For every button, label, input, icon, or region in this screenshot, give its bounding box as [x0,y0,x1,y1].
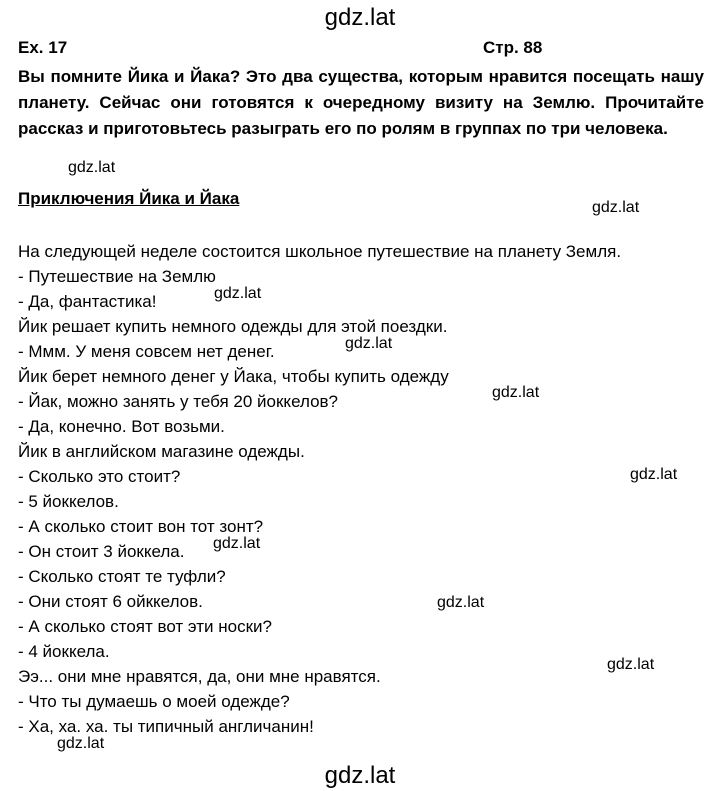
watermark: gdz.lat [592,199,640,216]
story-line: - Ха, ха. ха. ты типичный англичанин! [18,717,314,736]
watermark: gdz.lat [437,594,485,611]
story-line: - А сколько стоит вон тот зонт? [18,517,264,536]
story-line: - Да, конечно. Вот возьми. [18,417,225,436]
page-number: Стр. 88 [483,38,543,57]
story-line: - А сколько стоят вот эти носки? [18,617,272,636]
story-line: - Сколько стоят те туфли? [18,567,226,586]
story-text [18,239,708,739]
story-line: - Он стоит 3 йоккела. [18,542,185,561]
story-line: - 5 йоккелов. [18,492,119,511]
story-line: - Сколько это стоит? [18,467,181,486]
watermark: gdz.lat [492,384,540,401]
story-line: - Йак, можно занять у тебя 20 йоккелов? [18,392,339,411]
story-line: - Что ты думаешь о моей одежде? [18,692,290,711]
watermark: gdz.lat [345,335,393,352]
story-line: - 4 йоккела. [18,642,110,661]
watermark-top: gdz.lat [324,4,396,31]
story-line: Йик в английском магазине одежды. [18,442,305,461]
watermark: gdz.lat [630,466,678,483]
story-line: На следующей неделе состоится школьное путешествие на планету Земля. [18,242,622,261]
watermark: gdz.lat [214,285,262,302]
watermark: gdz.lat [213,535,261,552]
story-line: Ээ... они мне нравятся, да, они мне нравятся. [18,667,381,686]
story-line: - Да, фантастика! [18,292,157,311]
watermark: gdz.lat [607,656,655,673]
story-line: - Ммм. У меня совсем нет денег. [18,342,275,361]
watermark-bottom: gdz.lat [324,762,396,789]
exercise-number: Ex. 17 [18,38,68,57]
story-line: Йик берет немного денег у Йака, чтобы купить одежду [18,367,449,386]
exercise-instruction: Вы помните Йика и Йака? Это два существа, которым нравится посещать нашу планету. Сейчас они готовятся к очередному визиту на Землю. Прочитайте рассказ и приготовьтесь разыграть его по ролям в группах по три человека. [18,67,704,138]
watermark: gdz.lat [68,159,116,176]
story-line: - Путешествие на Землю [18,267,216,286]
story-line: Йик решает купить немного одежды для этой поездки. [18,317,448,336]
story-line: - Они стоят 6 ойккелов. [18,592,203,611]
watermark: gdz.lat [57,735,105,752]
story-title: Приключения Йика и Йака [18,189,240,208]
